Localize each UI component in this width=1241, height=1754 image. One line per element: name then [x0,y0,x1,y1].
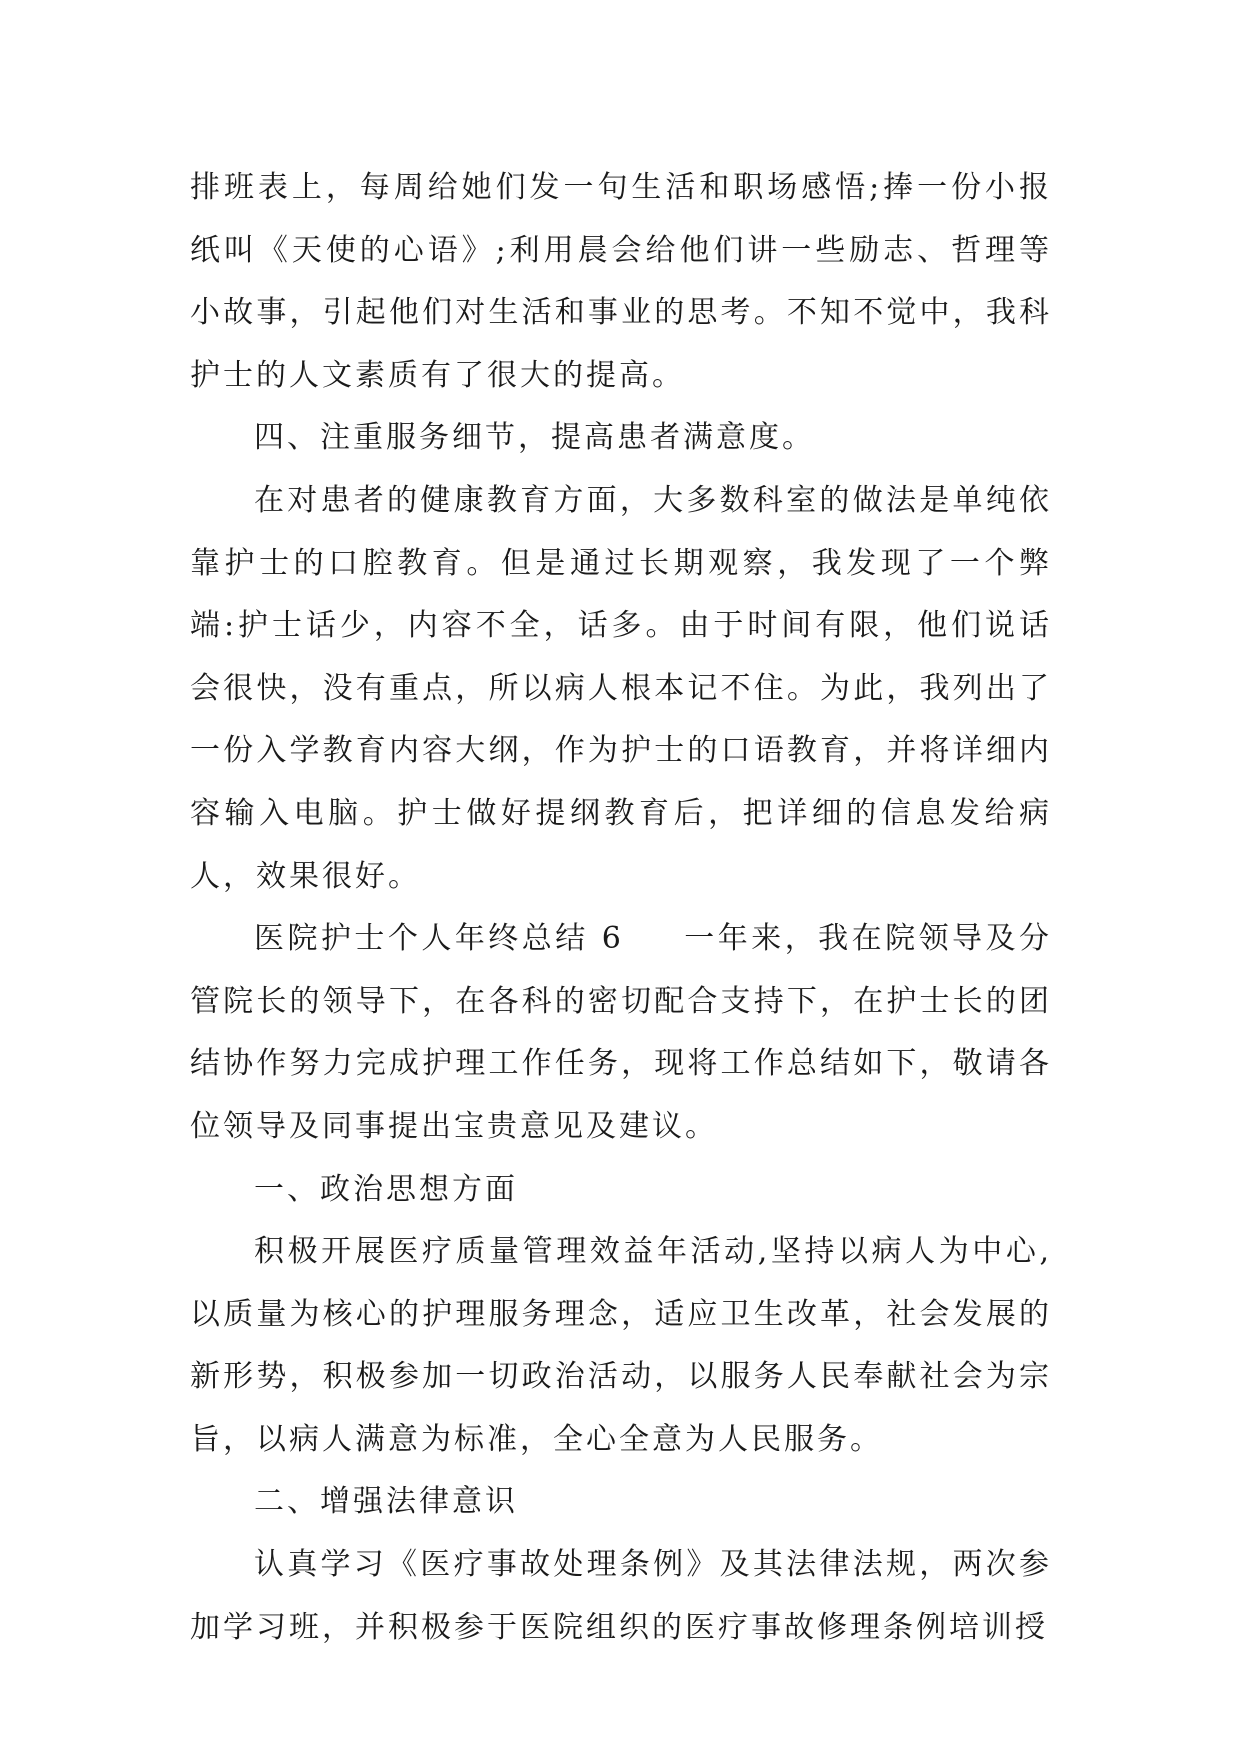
paragraph-text: 在对患者的健康教育方面，大多数科室的做法是单纯依靠护士的口腔教育。但是通过长期观察，我发现了一个弊端:护士话少，内容不全，话多。由于时间有限，他们说话会很快，没有重点，所以病人根本记不住。为此，我列出了一份入学教育内容大纲，作为护士的口语教育，并将详细内容输入电脑。护士做好提纲教育后，把详细的信息发给病人，效果很好。 [190,482,1052,894]
paragraph-text: 一年来，我在院领导及分管院长的领导下，在各科的密切配合支持下，在护士长的团结协作努力完成护理工作任务，现将工作总结如下，敬请各位领导及同事提出宝贵意见及建议。 [190,921,1052,1144]
paragraph-6 [190,1221,1052,1471]
paragraph-text: 排班表上，每周给她们发一句生活和职场感悟;捧一份小报纸叫《天使的心语》;利用晨会给他们讲一些励志、哲理等小故事，引起他们对生活和事业的思考。不知不觉中，我科护士的人文素质有了很大的提高。 [190,170,1052,393]
document-body [190,157,1052,1659]
paragraph-text: 二、增强法律意识 [254,1484,518,1520]
paragraph-text: 一、政治思想方面 [254,1171,518,1207]
paragraph-8 [190,1534,1052,1659]
paragraph-4 [190,908,1052,1158]
section-heading-4 [190,407,1052,470]
paragraph-text: 认真学习《医疗事故处理条例》及其法律法规，两次参加学习班，并积极参于医院组织的医疗事故修理条例培训授 [190,1547,1052,1645]
section-heading-2 [190,1471,1052,1534]
summary-heading: 医院护士个人年终总结 6 [254,921,624,957]
paragraph-1 [190,157,1052,407]
section-heading-1 [190,1159,1052,1222]
paragraph-3 [190,470,1052,908]
paragraph-text: 积极开展医疗质量管理效益年活动,坚持以病人为中心,以质量为核心的护理服务理念，适应卫生改革，社会发展的新形势，积极参加一切政治活动，以服务人民奉献社会为宗旨，以病人满意为标准，全心全意为人民服务。 [190,1234,1052,1457]
paragraph-text: 四、注重服务细节，提高患者满意度。 [254,420,815,456]
